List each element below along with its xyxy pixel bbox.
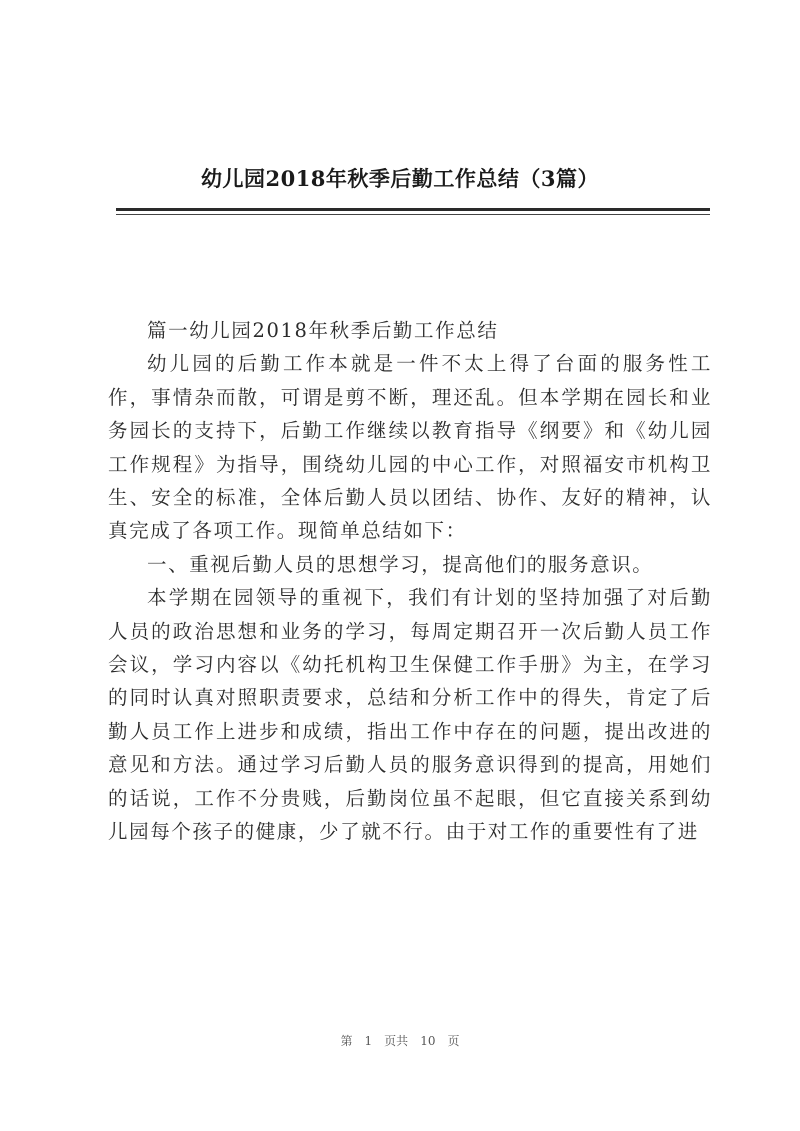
body-paragraph: 幼儿园的后勤工作本就是一件不太上得了台面的服务性工作，事情杂而散，可谓是剪不断，理还乱。但本学期在园长和业务园长的支持下，后勤工作继续以教育指导《纲要》和《幼儿园工作规程》为指导，围绕幼儿园的中心工作，对照福安市机构卫生、安全的标准，全体后勤人员以团结、协作、友好的精神，认真完成了各项工作。现简单总结如下： (108, 352, 712, 543)
subsection-heading: 一、重视后勤人员的思想学习，提高他们的服务意识。 (147, 552, 654, 576)
document-title: 幼儿园2018年秋季后勤工作总结（3篇） (200, 166, 600, 191)
document-body (108, 314, 712, 849)
current-page-number: 1 (364, 1034, 373, 1048)
title-divider-thin (116, 214, 710, 215)
page-label-prefix: 第 (340, 1034, 353, 1048)
title-divider-thick (116, 208, 710, 211)
body-paragraph: 本学期在园领导的重视下，我们有计划的坚持加强了对后勤人员的政治思想和业务的学习，每周定期召开一次后勤人员工作会议，学习内容以《幼托机构卫生保健工作手册》为主，在学习的同时认真对照职责要求，总结和分析工作中的得失，肯定了后勤人员工作上进步和成绩，指出工作中存在的问题，提出改进的意见和方法。通过学习后勤人员的服务意识得到的提高，用她们的话说，工作不分贵贱，后勤岗位虽不起眼，但它直接关系到幼儿园每个孩子的健康，少了就不行。由于对工作的重要性有了进 (108, 586, 712, 844)
total-pages: 10 (420, 1034, 436, 1048)
page-label-suffix: 页 (447, 1034, 460, 1048)
section-heading: 篇一幼儿园2018年秋季后勤工作总结 (147, 319, 499, 342)
page-footer (0, 1032, 800, 1049)
page-label-mid: 页共 (384, 1034, 409, 1048)
